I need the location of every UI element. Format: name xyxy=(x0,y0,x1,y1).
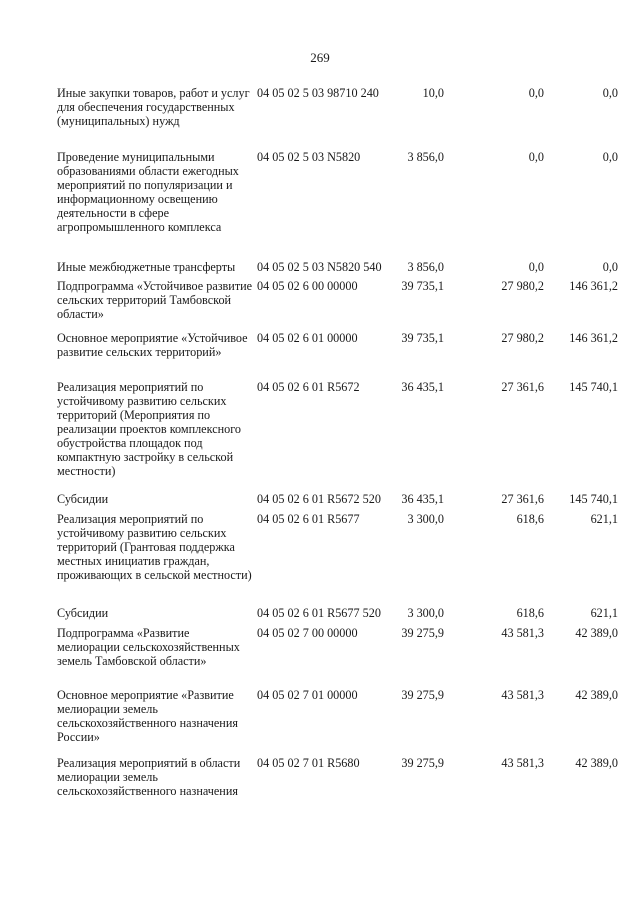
table-row xyxy=(0,150,640,260)
row-value-2: 27 980,2 xyxy=(501,331,544,345)
row-value-1: 10,0 xyxy=(422,86,444,100)
row-value-2: 43 581,3 xyxy=(501,626,544,640)
row-code: 04 05 02 7 01 00000 xyxy=(257,688,358,702)
table-row xyxy=(0,626,640,688)
row-code: 04 05 02 6 01 R5672 520 xyxy=(257,492,381,506)
table-row xyxy=(0,512,640,606)
row-value-3: 146 361,2 xyxy=(569,279,618,293)
row-value-3: 145 740,1 xyxy=(569,492,618,506)
budget-table xyxy=(0,86,640,820)
row-value-3: 42 389,0 xyxy=(575,756,618,770)
row-value-2: 618,6 xyxy=(516,606,544,620)
table-row xyxy=(0,492,640,512)
table-row xyxy=(0,756,640,820)
row-value-3: 42 389,0 xyxy=(575,626,618,640)
row-name: Основное мероприятие «Развитие мелиорации земель сельскохозяйственного назначения России» xyxy=(57,688,238,744)
row-value-3: 0,0 xyxy=(602,260,618,274)
row-value-1: 39 735,1 xyxy=(401,279,444,293)
row-value-2: 27 361,6 xyxy=(501,380,544,394)
row-value-3: 621,1 xyxy=(590,512,618,526)
row-name: Основное мероприятие «Устойчивое развитие сельских территорий» xyxy=(57,331,248,359)
row-value-3: 0,0 xyxy=(602,86,618,100)
row-code: 04 05 02 5 03 N5820 xyxy=(257,150,361,164)
row-value-2: 0,0 xyxy=(528,86,544,100)
row-value-3: 42 389,0 xyxy=(575,688,618,702)
page-number: 269 xyxy=(310,50,330,65)
row-value-2: 0,0 xyxy=(528,150,544,164)
table-row xyxy=(0,279,640,331)
row-value-3: 145 740,1 xyxy=(569,380,618,394)
row-name: Реализация мероприятий по устойчивому развитию сельских территорий (Грантовая поддержка местных инициатив граждан, проживающих в сельской местности) xyxy=(57,512,252,582)
table-row xyxy=(0,331,640,380)
row-value-2: 0,0 xyxy=(528,260,544,274)
table-row xyxy=(0,380,640,492)
row-value-1: 39 275,9 xyxy=(401,688,444,702)
row-value-1: 36 435,1 xyxy=(401,492,444,506)
table-row xyxy=(0,86,640,150)
row-code: 04 05 02 7 00 00000 xyxy=(257,626,358,640)
row-value-2: 618,6 xyxy=(516,512,544,526)
row-code: 04 05 02 6 01 R5677 520 xyxy=(257,606,381,620)
row-value-1: 39 275,9 xyxy=(401,626,444,640)
row-value-2: 43 581,3 xyxy=(501,688,544,702)
row-value-1: 36 435,1 xyxy=(401,380,444,394)
row-code: 04 05 02 6 01 00000 xyxy=(257,331,358,345)
row-value-1: 39 275,9 xyxy=(401,756,444,770)
row-name: Иные закупки товаров, работ и услуг для обеспечения государственных (муниципальных) нужд xyxy=(57,86,250,128)
row-name: Иные межбюджетные трансферты xyxy=(57,260,236,274)
row-value-2: 43 581,3 xyxy=(501,756,544,770)
row-code: 04 05 02 5 03 N5820 540 xyxy=(257,260,382,274)
row-code: 04 05 02 6 01 R5672 xyxy=(257,380,360,394)
row-value-3: 621,1 xyxy=(590,606,618,620)
row-value-1: 3 300,0 xyxy=(407,606,444,620)
row-value-1: 3 300,0 xyxy=(407,512,444,526)
row-value-3: 146 361,2 xyxy=(569,331,618,345)
row-value-1: 39 735,1 xyxy=(401,331,444,345)
table-row xyxy=(0,688,640,756)
row-code: 04 05 02 6 00 00000 xyxy=(257,279,358,293)
row-code: 04 05 02 5 03 98710 240 xyxy=(257,86,379,100)
row-name: Реализация мероприятий в области мелиорации земель сельскохозяйственного назначения xyxy=(57,756,241,798)
row-value-1: 3 856,0 xyxy=(407,260,444,274)
row-value-2: 27 361,6 xyxy=(501,492,544,506)
row-name: Субсидии xyxy=(57,606,109,620)
row-name: Субсидии xyxy=(57,492,109,506)
row-name: Реализация мероприятий по устойчивому развитию сельских территорий (Мероприятия по реализации проектов комплексного обустройства площадок под компактную застройку в сельской местности) xyxy=(57,380,242,478)
table-row xyxy=(0,606,640,626)
row-value-3: 0,0 xyxy=(602,150,618,164)
row-name: Подпрограмма «Устойчивое развитие сельских территорий Тамбовской области» xyxy=(57,279,253,321)
row-code: 04 05 02 7 01 R5680 xyxy=(257,756,360,770)
row-value-2: 27 980,2 xyxy=(501,279,544,293)
row-code: 04 05 02 6 01 R5677 xyxy=(257,512,360,526)
row-value-1: 3 856,0 xyxy=(407,150,444,164)
table-row xyxy=(0,260,640,279)
row-name: Проведение муниципальными образованиями области ежегодных мероприятий по популяризации и информационному освещению деятельности в сфере агропромышленного комплекса xyxy=(57,150,239,234)
row-name: Подпрограмма «Развитие мелиорации сельскохозяйственных земель Тамбовской области» xyxy=(57,626,240,668)
